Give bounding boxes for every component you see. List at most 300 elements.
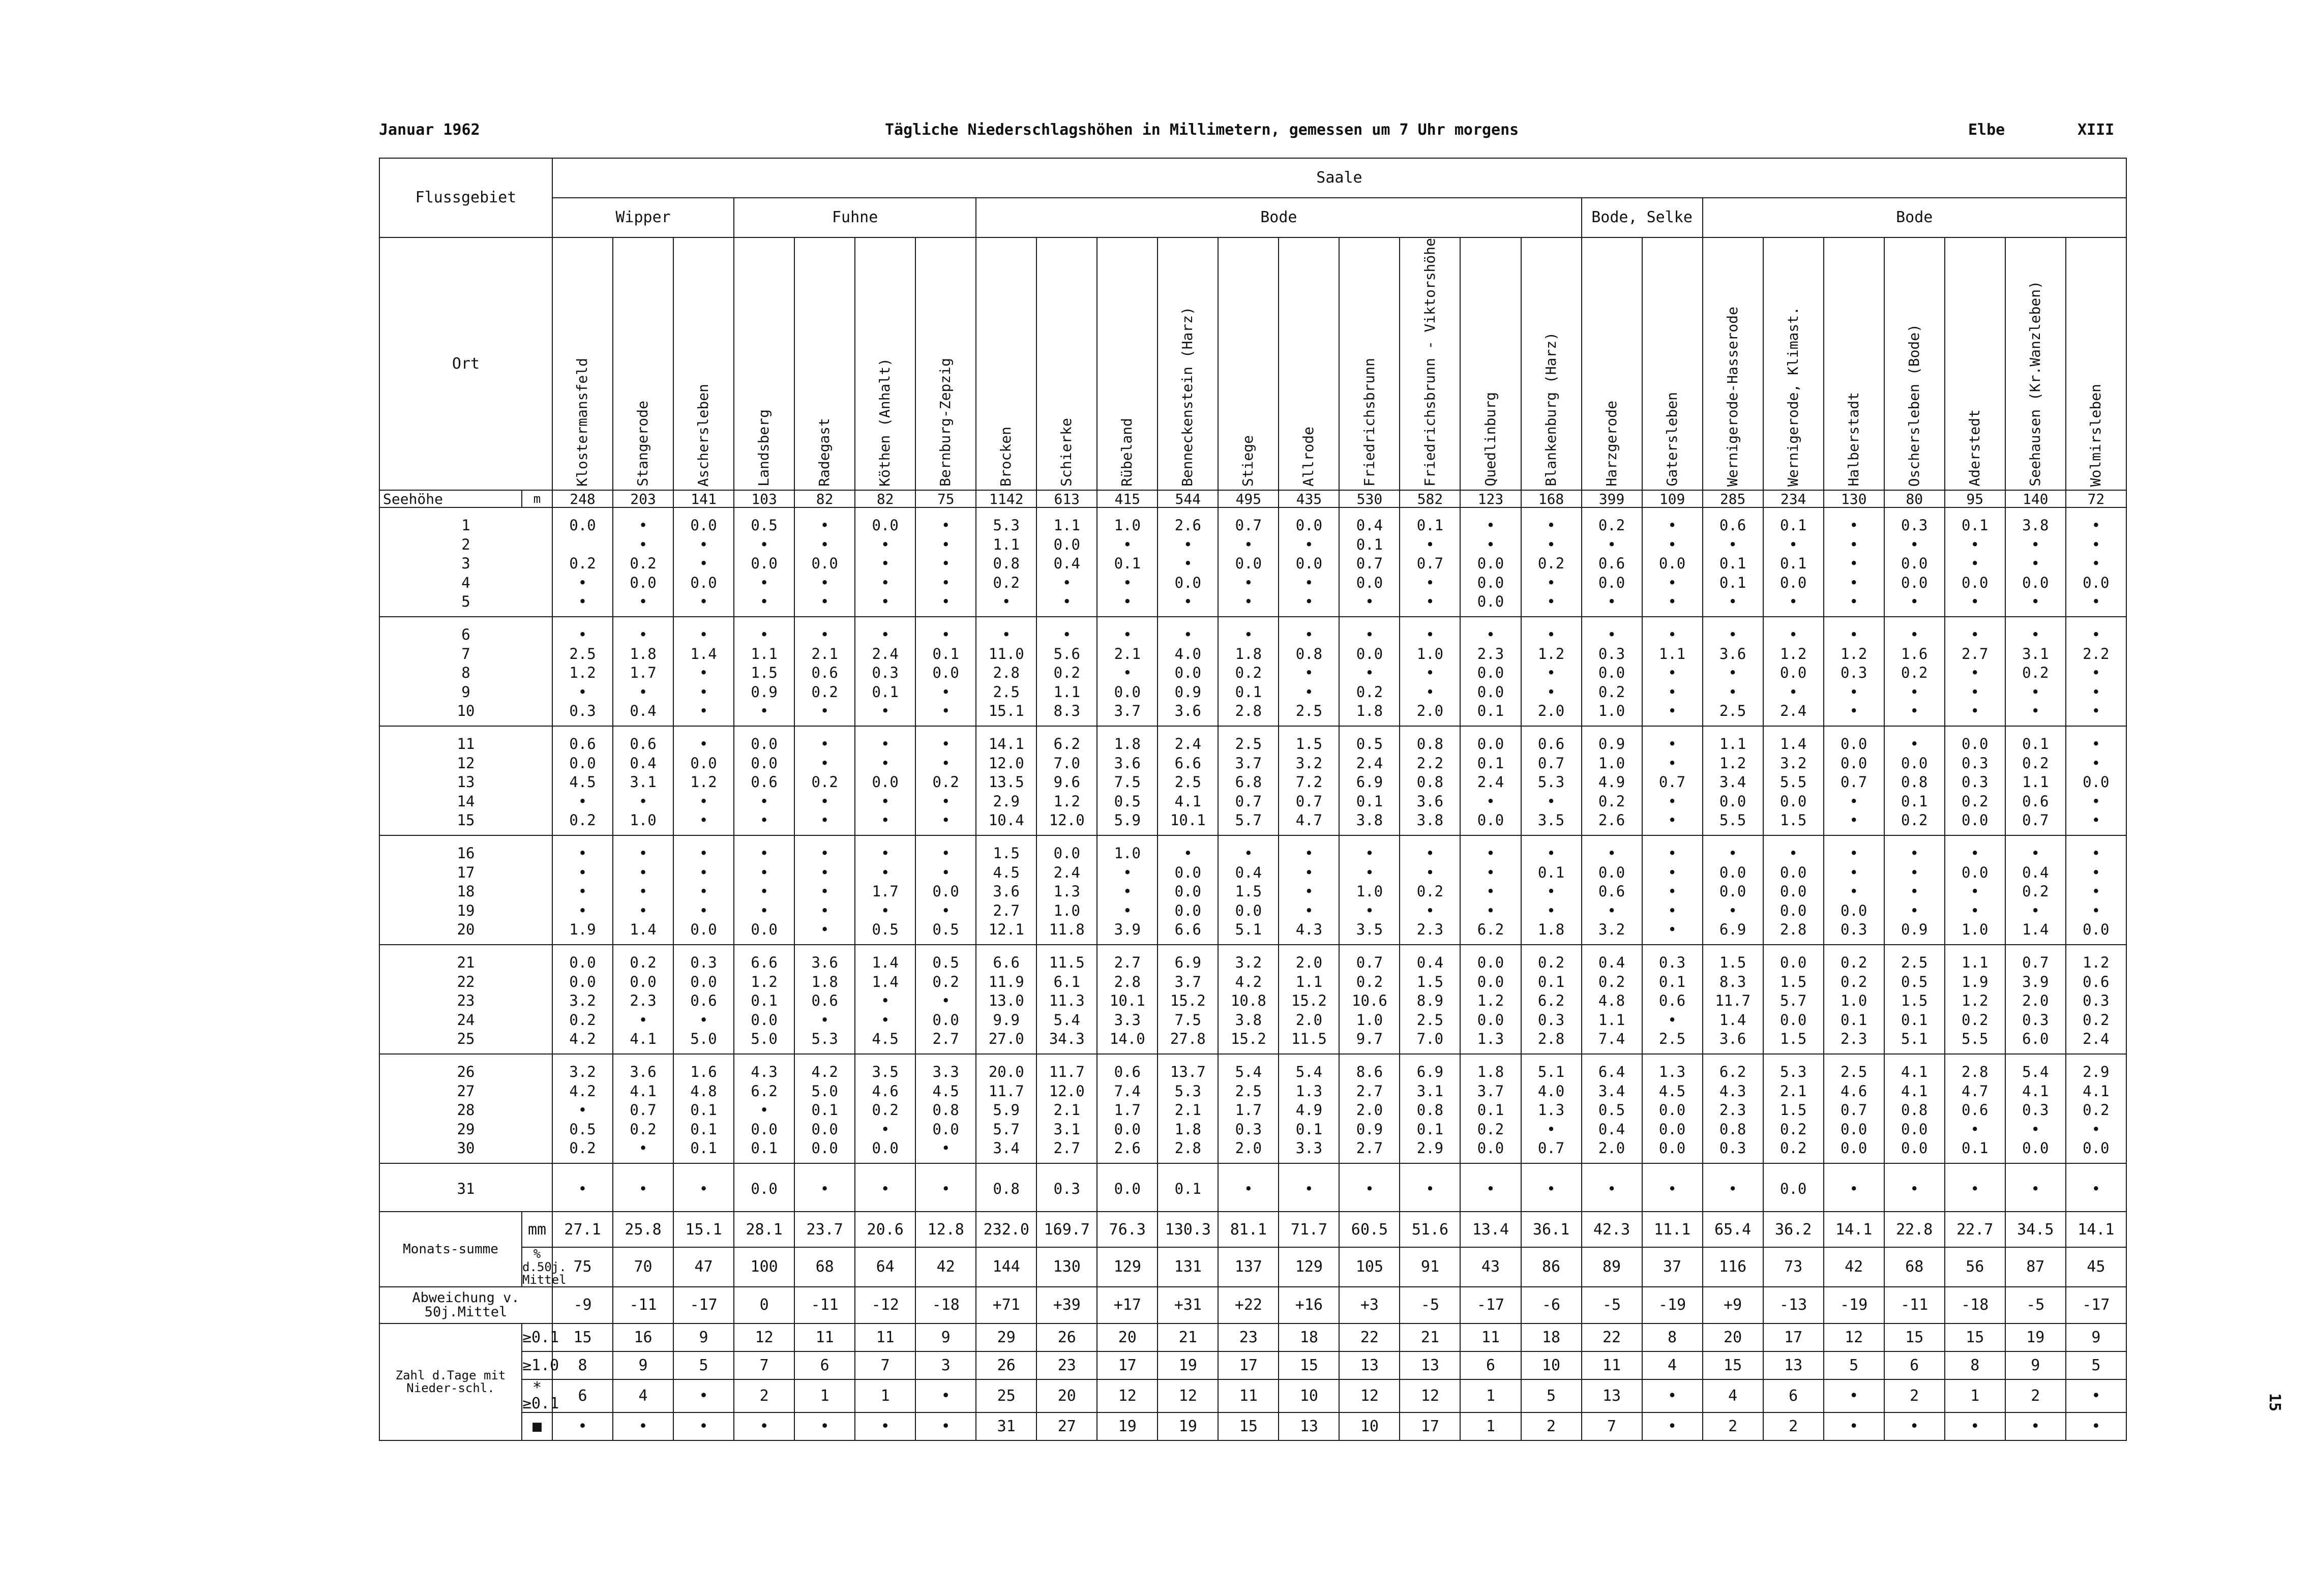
- station-name: Radegast: [816, 418, 833, 487]
- precip-values-cell: [1158, 726, 1218, 835]
- precip-values-cell: [976, 945, 1036, 1054]
- summary-pct-value: 131: [1158, 1247, 1218, 1287]
- precip-values: 0.0: [1114, 1180, 1141, 1198]
- precip-values: 0.0 0.0 0.6 • •: [751, 735, 778, 829]
- precip-values-cell: [1097, 945, 1158, 1054]
- summary-abw-value: -5: [2005, 1287, 2066, 1323]
- summary-snow-value: 4: [613, 1379, 673, 1412]
- precip-values: • 0.0 1.2 • •: [690, 735, 717, 829]
- summary-ge10-value: 3: [915, 1351, 976, 1379]
- summary-cover-value: 19: [1097, 1412, 1158, 1440]
- summary-snow-value: 6: [1763, 1379, 1824, 1412]
- precip-values-cell: [1036, 1054, 1097, 1163]
- precip-values: • 0.0 0.0 0.0 6.6: [1174, 845, 1202, 939]
- precip-values-cell: [1218, 1054, 1279, 1163]
- summary-ge10-value: 6: [1460, 1351, 1521, 1379]
- day-numbers: [379, 507, 552, 617]
- summary-cover-value: 2: [1763, 1412, 1824, 1440]
- precip-values-cell: [2066, 1163, 2126, 1212]
- precip-values: • • 0.0 0.0 0.0: [1477, 517, 1504, 611]
- precip-values: •: [1426, 1180, 1435, 1198]
- precip-values-cell: [1279, 1054, 1339, 1163]
- precip-values: 1.3 4.5 0.0 0.0 0.0: [1658, 1063, 1686, 1157]
- precip-values-cell: [734, 945, 794, 1054]
- precip-values-cell: [1400, 835, 1460, 945]
- precip-values: •: [1486, 1180, 1495, 1198]
- snow-label: * ≥0.1: [522, 1378, 559, 1413]
- summary-mm-value: 76.3: [1097, 1212, 1158, 1247]
- summary-snow-value: •: [1824, 1379, 1884, 1412]
- precip-values: 11.7 12.0 2.1 3.1 2.7: [1049, 1063, 1085, 1157]
- precip-values: 6.2 4.3 2.3 0.8 0.3: [1719, 1063, 1746, 1157]
- summary-cover-value: 13: [1279, 1412, 1339, 1440]
- summary-ge10-value: 7: [855, 1351, 915, 1379]
- precip-values: 0.1 • 0.7 • •: [1416, 517, 1444, 611]
- precip-values-cell: [1945, 507, 2005, 617]
- precip-values-cell: [794, 1163, 855, 1212]
- precip-values-cell: [855, 726, 915, 835]
- summary-abw-value: -11: [1884, 1287, 1945, 1323]
- station-name-cell: [1884, 237, 1945, 490]
- precip-values: 1.5 8.3 11.7 1.4 3.6: [1715, 954, 1751, 1048]
- summary-abw-value: -18: [1945, 1287, 2005, 1323]
- precip-values: 2.4 6.6 2.5 4.1 10.1: [1170, 735, 1206, 829]
- precip-values: • 1.2 • • 2.0: [1537, 626, 1565, 720]
- precip-values: • • 0.0 • •: [872, 735, 899, 829]
- precip-values: • • 0.0 • •: [1658, 517, 1686, 611]
- precip-values-cell: [1763, 726, 1824, 835]
- summary-snow-value: 20: [1036, 1379, 1097, 1412]
- station-name: Quedlinburg: [1481, 392, 1499, 487]
- summary-pct-value: 86: [1521, 1247, 1582, 1287]
- precip-values-cell: [855, 835, 915, 945]
- summary-ge10-value: 13: [1339, 1351, 1400, 1379]
- summary-cover-value: 2: [1703, 1412, 1763, 1440]
- station-name: Rübeland: [1118, 418, 1136, 487]
- precip-values-cell: [2005, 835, 2066, 945]
- precip-values: • • • • •: [1668, 845, 1677, 939]
- precip-values-cell: [976, 726, 1036, 835]
- summary-abw-value: +31: [1158, 1287, 1218, 1323]
- summary-pct-value: 47: [673, 1247, 734, 1287]
- precip-values-cell: [1642, 507, 1703, 617]
- precip-values-cell: [1400, 1163, 1460, 1212]
- station-name: Allrode: [1300, 426, 1317, 487]
- summary-abw-value: -9: [552, 1287, 613, 1323]
- station-name: Aderstedt: [1966, 409, 1983, 487]
- summary-pct-value: 91: [1400, 1247, 1460, 1287]
- precip-values: • 0.1 • • 1.8: [1537, 845, 1565, 939]
- precip-values-cell: [976, 1054, 1036, 1163]
- precip-values-cell: [1460, 617, 1521, 726]
- summary-ge01-value: 9: [915, 1323, 976, 1351]
- summary-snow-value: 1: [794, 1379, 855, 1412]
- summary-abw-value: +16: [1279, 1287, 1339, 1323]
- precip-values-cell: [673, 1054, 734, 1163]
- precip-values-cell: [1218, 945, 1279, 1054]
- precip-values: 0.3 0.1 0.6 • 2.5: [1658, 954, 1686, 1048]
- precip-values: 0.0 • • • •: [872, 517, 899, 611]
- precip-values: • 2.1 0.6 0.2 •: [811, 626, 838, 720]
- summary-ge10-value: 19: [1158, 1351, 1218, 1379]
- summary-snow-value: 2: [1884, 1379, 1945, 1412]
- precip-values: 2.7 2.8 10.1 3.3 14.0: [1109, 954, 1145, 1048]
- precip-values-cell: [1036, 617, 1097, 726]
- precip-values: 0.5 2.4 6.9 0.1 3.8: [1356, 735, 1383, 829]
- precip-values-cell: [673, 835, 734, 945]
- summary-ge10-value: 9: [613, 1351, 673, 1379]
- station-name-cell: [1339, 237, 1400, 490]
- precip-values-cell: [673, 507, 734, 617]
- precip-values-cell: [794, 726, 855, 835]
- summary-cover-value: •: [794, 1412, 855, 1440]
- ort-label: Ort: [379, 237, 552, 490]
- precip-values-cell: [1824, 1163, 1884, 1212]
- precip-values: 3.3 4.5 0.8 0.0 •: [932, 1063, 959, 1157]
- summary-cover-value: •: [2005, 1412, 2066, 1440]
- precip-values-cell: [794, 835, 855, 945]
- precip-values-cell: [1400, 617, 1460, 726]
- summary-pct-value: 68: [1884, 1247, 1945, 1287]
- precip-values-cell: [1339, 1054, 1400, 1163]
- precip-values-cell: [976, 507, 1036, 617]
- precip-values-cell: [976, 617, 1036, 726]
- precip-values-cell: [1642, 617, 1703, 726]
- summary-abw-value: -5: [1582, 1287, 1642, 1323]
- precip-values: 14.1 12.0 13.5 2.9 10.4: [988, 735, 1024, 829]
- precip-values: 0.0: [1779, 1180, 1807, 1198]
- precip-values-cell: [1097, 1163, 1158, 1212]
- precip-values: 2.0 1.1 15.2 2.0 11.5: [1291, 954, 1327, 1048]
- summary-mm-value: 28.1: [734, 1212, 794, 1247]
- precip-values: • 0.0 0.0 0.0 2.8: [1779, 845, 1807, 939]
- precip-values-cell: [1642, 945, 1703, 1054]
- precip-values-cell: [1945, 1054, 2005, 1163]
- station-name: Schierke: [1058, 418, 1075, 487]
- summary-ge01-value: 12: [1824, 1323, 1884, 1351]
- precip-values: • 0.0 • • 1.0: [1962, 845, 1989, 939]
- precip-values-cell: [613, 507, 673, 617]
- precip-values-cell: [1824, 726, 1884, 835]
- summary-pct-value: 144: [976, 1247, 1036, 1287]
- summary-snow-value: 12: [1097, 1379, 1158, 1412]
- precip-values-cell: [1945, 726, 2005, 835]
- summary-snow-value: 1: [855, 1379, 915, 1412]
- precip-values: • 1.1 1.5 0.9 •: [751, 626, 778, 720]
- summary-ge01-value: 21: [1158, 1323, 1218, 1351]
- summary-snow-value: •: [2066, 1379, 2126, 1412]
- summary-pct-value: 129: [1097, 1247, 1158, 1287]
- precip-values: 0.0 0.2 • •: [569, 517, 596, 611]
- precip-values-cell: [2066, 945, 2126, 1054]
- precip-values-cell: [1763, 1054, 1824, 1163]
- summary-abw-value: +22: [1218, 1287, 1279, 1323]
- precip-values: • • • • 6.2: [1477, 845, 1504, 939]
- summary-snow-value: 10: [1279, 1379, 1339, 1412]
- precip-values: •: [1668, 1180, 1677, 1198]
- station-elevation: 415: [1097, 490, 1158, 507]
- precip-values-cell: [976, 835, 1036, 945]
- summary-mm-value: 51.6: [1400, 1212, 1460, 1247]
- precip-values: • 1.2 0.0 • 2.4: [1779, 626, 1807, 720]
- summary-pct-value: 87: [2005, 1247, 2066, 1287]
- summary-snow-value: 2: [2005, 1379, 2066, 1412]
- summary-snow-value: 12: [1339, 1379, 1400, 1412]
- precip-values: • 1.0 • • 2.0: [1416, 626, 1444, 720]
- summary-abw-value: -17: [673, 1287, 734, 1323]
- precip-values: 0.0 0.0 0.7 • •: [1840, 735, 1867, 829]
- precip-values-cell: [1582, 1054, 1642, 1163]
- summary-abw-value: +39: [1036, 1287, 1097, 1323]
- summary-ge10-value: 8: [552, 1351, 613, 1379]
- precip-values: •: [578, 1180, 587, 1198]
- precip-values: 2.8 4.7 0.6 • 0.1: [1962, 1063, 1989, 1157]
- group-bode1: Bode: [976, 198, 1581, 237]
- precip-values-cell: [1097, 726, 1158, 835]
- summary-cover-value: •: [915, 1412, 976, 1440]
- station-elevation: 141: [673, 490, 734, 507]
- mm-label: mm: [522, 1212, 552, 1247]
- precip-values: 1.4 1.4 • • 4.5: [872, 954, 899, 1048]
- day-numbers: [379, 1054, 552, 1163]
- precip-values-cell: [1218, 835, 1279, 945]
- summary-snow-value: 4: [1703, 1379, 1763, 1412]
- summary-abw-value: +71: [976, 1287, 1036, 1323]
- summary-ge01-value: 11: [1460, 1323, 1521, 1351]
- summary-mm-value: 11.1: [1642, 1212, 1703, 1247]
- summary-mm-value: 15.1: [673, 1212, 734, 1247]
- precip-values-cell: [2005, 945, 2066, 1054]
- precip-values-cell: [1158, 835, 1218, 945]
- summary-ge10-value: 15: [1279, 1351, 1339, 1379]
- precip-values: • • 0.2 • 2.3: [1416, 845, 1444, 939]
- summary-mm-value: 22.8: [1884, 1212, 1945, 1247]
- precip-values: 1.0 • • • 3.9: [1114, 845, 1141, 939]
- precip-values: • 0.1 0.0 • •: [932, 626, 959, 720]
- precip-values-cell: [1036, 835, 1097, 945]
- precip-values-cell: [1703, 507, 1763, 617]
- precip-values: • 11.0 2.8 2.5 15.1: [988, 626, 1024, 720]
- precip-values: •: [1910, 1180, 1919, 1198]
- day-number-list: 26 27 28 29 30: [457, 1063, 475, 1157]
- precip-values-cell: [1884, 1163, 1945, 1212]
- summary-ge01-value: 9: [673, 1323, 734, 1351]
- precip-values: • • • • 0.0: [690, 845, 717, 939]
- precip-values-cell: [1036, 945, 1097, 1054]
- precip-values: 6.9 3.7 15.2 7.5 27.8: [1170, 954, 1206, 1048]
- precip-values: 5.4 1.3 4.9 0.1 3.3: [1295, 1063, 1323, 1157]
- precip-values: 1.1 0.0 0.4 • •: [1053, 517, 1080, 611]
- precip-values: 0.3 0.0 0.6 • 5.0: [690, 954, 717, 1048]
- sheet-number: XIII: [2078, 121, 2115, 139]
- precip-values: 0.0 • • 0.0 •: [690, 517, 717, 611]
- precip-values: 3.5 4.6 0.2 • 0.0: [872, 1063, 899, 1157]
- precip-values: • 0.0 0.6 • 3.2: [1598, 845, 1625, 939]
- precip-values: • 1.4 • • •: [690, 626, 717, 720]
- precip-values-cell: [2066, 835, 2126, 945]
- precip-values: 0.7 3.9 2.0 0.3 6.0: [2022, 954, 2049, 1048]
- precip-values-cell: [734, 1163, 794, 1212]
- precip-values: •: [2091, 1180, 2101, 1198]
- precip-values: 4.1 4.1 0.8 0.0 0.0: [1901, 1063, 1928, 1157]
- precip-values: 3.2 4.2 • 0.5 0.2: [569, 1063, 596, 1157]
- precip-values: • 4.0 0.0 0.9 3.6: [1174, 626, 1202, 720]
- summary-snow-value: 13: [1582, 1379, 1642, 1412]
- precip-values: • • • • 4.3: [1295, 845, 1323, 939]
- precip-values-cell: [1339, 835, 1400, 945]
- precip-values-cell: [2066, 726, 2126, 835]
- summary-ge10-value: 9: [2005, 1351, 2066, 1379]
- summary-ge10-value: 5: [673, 1351, 734, 1379]
- precip-values: 0.6 • 0.1 0.1 •: [1719, 517, 1746, 611]
- precip-values-cell: [1339, 726, 1400, 835]
- precip-values: 1.5 3.2 7.2 0.7 4.7: [1295, 735, 1323, 829]
- day-number-list: 1 2 3 4 5: [461, 517, 470, 611]
- precip-values-cell: [1582, 835, 1642, 945]
- station-elevation: 203: [613, 490, 673, 507]
- precip-values-cell: [1582, 507, 1642, 617]
- summary-pct-value: 75: [552, 1247, 613, 1287]
- summary-cover-value: •: [1824, 1412, 1884, 1440]
- summary-mm-value: 27.1: [552, 1212, 613, 1247]
- precip-values: 1.5 4.5 3.6 2.7 12.1: [988, 845, 1024, 939]
- summary-ge10-value: 13: [1763, 1351, 1824, 1379]
- summary-mm-value: 14.1: [2066, 1212, 2126, 1247]
- precip-values: • 3.1 0.2 • •: [2022, 626, 2049, 720]
- precip-values: 0.0: [751, 1180, 778, 1198]
- precip-values: 0.2 0.0 2.3 • 4.1: [630, 954, 657, 1048]
- precip-values: 5.3 1.1 0.8 0.2 •: [993, 517, 1020, 611]
- summary-ge01-value: 17: [1763, 1323, 1824, 1351]
- precip-values: 1.8 3.7 0.1 0.2 0.0: [1477, 1063, 1504, 1157]
- precip-values-cell: [1824, 1054, 1884, 1163]
- summary-cover-value: •: [552, 1412, 613, 1440]
- precip-values-cell: [1158, 945, 1218, 1054]
- precip-values-cell: [1460, 726, 1521, 835]
- precip-values-cell: [855, 1054, 915, 1163]
- precip-values: • • • 0.0 •: [2083, 517, 2110, 611]
- day-numbers: [379, 945, 552, 1054]
- summary-mm-value: 42.3: [1582, 1212, 1642, 1247]
- summary-ge01-value: 26: [1036, 1323, 1097, 1351]
- precip-values: • 2.7 • • •: [1962, 626, 1989, 720]
- group-bodeselke: Bode, Selke: [1582, 198, 1703, 237]
- precip-values-cell: [1036, 726, 1097, 835]
- precip-values: • • 1.0 • 3.5: [1356, 845, 1383, 939]
- station-name-cell: [1642, 237, 1703, 490]
- precip-values: • 3.6 • • 2.5: [1719, 626, 1746, 720]
- precip-values: 0.0 1.5 5.7 0.0 1.5: [1779, 954, 1807, 1048]
- precip-values-cell: [2005, 507, 2066, 617]
- station-name: Benneckenstein (Harz): [1179, 306, 1196, 487]
- summary-snow-value: 1: [1945, 1379, 2005, 1412]
- precip-values: • • • • 0.9: [1901, 845, 1928, 939]
- precip-values-cell: [1884, 507, 1945, 617]
- precip-values: 0.0 0.0 1.2 0.0 1.3: [1477, 954, 1504, 1048]
- summary-ge01-value: 29: [976, 1323, 1036, 1351]
- station-elevation: 95: [1945, 490, 2005, 507]
- summary-mm-value: 232.0: [976, 1212, 1036, 1247]
- station-elevation: 544: [1158, 490, 1218, 507]
- summary-pct-value: 45: [2066, 1247, 2126, 1287]
- precip-values-cell: [552, 945, 613, 1054]
- precip-values: 6.4 3.4 0.5 0.4 2.0: [1598, 1063, 1625, 1157]
- station-name: Gatersleben: [1663, 392, 1680, 487]
- precip-values-cell: [1884, 726, 1945, 835]
- station-elevation: 82: [855, 490, 915, 507]
- summary-snow-value: •: [1642, 1379, 1703, 1412]
- precip-values: •: [2031, 1180, 2040, 1198]
- precip-values: 0.6 7.4 1.7 0.0 2.6: [1114, 1063, 1141, 1157]
- station-name-cell: [915, 237, 976, 490]
- precip-values: 0.2 0.1 6.2 0.3 2.8: [1537, 954, 1565, 1048]
- precip-values: • • 0.2 • •: [932, 735, 959, 829]
- summary-ge01-value: 18: [1279, 1323, 1339, 1351]
- station-elevation: 82: [794, 490, 855, 507]
- precip-values-cell: [1521, 617, 1582, 726]
- precip-values: 0.6 0.7 5.3 • 3.5: [1537, 735, 1565, 829]
- summary-ge10-value: 8: [1945, 1351, 2005, 1379]
- precip-values: 0.7 0.2 10.6 1.0 9.7: [1352, 954, 1387, 1048]
- precip-values-cell: [1824, 945, 1884, 1054]
- precip-values: 0.6 0.0 4.5 • 0.2: [569, 735, 596, 829]
- precip-values: 5.1 4.0 1.3 • 0.7: [1537, 1063, 1565, 1157]
- precip-values-cell: [2066, 617, 2126, 726]
- summary-ge10-value: 4: [1642, 1351, 1703, 1379]
- precip-values: • • • 0.0 0.3: [1840, 845, 1867, 939]
- station-elevation: 80: [1884, 490, 1945, 507]
- precip-values-cell: [1460, 1054, 1521, 1163]
- summary-abw-value: -19: [1824, 1287, 1884, 1323]
- document-title: Tägliche Niederschlagshöhen in Millimetern, gemessen um 7 Uhr morgens: [885, 121, 1519, 139]
- precip-values-cell: [1218, 726, 1279, 835]
- precip-values-cell: [1945, 945, 2005, 1054]
- station-name-cell: [1036, 237, 1097, 490]
- station-name: Stiege: [1239, 435, 1257, 487]
- precip-values-cell: [855, 945, 915, 1054]
- station-name: Wolmirsleben: [2087, 383, 2104, 487]
- station-name-cell: [1218, 237, 1279, 490]
- precip-values-cell: [1642, 726, 1703, 835]
- summary-ge01-value: 16: [613, 1323, 673, 1351]
- station-name-cell: [1521, 237, 1582, 490]
- station-name: Blankenburg (Harz): [1542, 332, 1559, 487]
- precip-values-cell: [915, 617, 976, 726]
- precip-values-cell: [2005, 1163, 2066, 1212]
- precip-values-cell: [1460, 507, 1521, 617]
- summary-ge01-value: 11: [855, 1323, 915, 1351]
- precip-values-cell: [1339, 1163, 1400, 1212]
- station-name-cell: [734, 237, 794, 490]
- summary-abw-value: -12: [855, 1287, 915, 1323]
- precip-values-cell: [1763, 507, 1824, 617]
- precip-values-cell: [1703, 1163, 1763, 1212]
- summary-abw-value: -17: [2066, 1287, 2126, 1323]
- precip-values: 8.6 2.7 2.0 0.9 2.7: [1356, 1063, 1383, 1157]
- seehoehe-unit: m: [522, 490, 552, 507]
- summary-snow-value: 6: [552, 1379, 613, 1412]
- summary-snow-value: 5: [1521, 1379, 1582, 1412]
- precip-values: 0.8: [993, 1180, 1020, 1198]
- precip-values: 6.6 1.2 0.1 0.0 5.0: [751, 954, 778, 1048]
- precip-values: • • • • 0.0: [2083, 845, 2110, 939]
- precip-values: 0.0 2.4 1.3 1.0 11.8: [1049, 845, 1085, 939]
- group-bode2: Bode: [1703, 198, 2126, 237]
- river-label: Elbe: [1968, 121, 2005, 139]
- station-elevation: 234: [1763, 490, 1824, 507]
- page-number: 15: [2266, 1393, 2283, 1412]
- precip-values: 3.2 4.2 10.8 3.8 15.2: [1230, 954, 1266, 1048]
